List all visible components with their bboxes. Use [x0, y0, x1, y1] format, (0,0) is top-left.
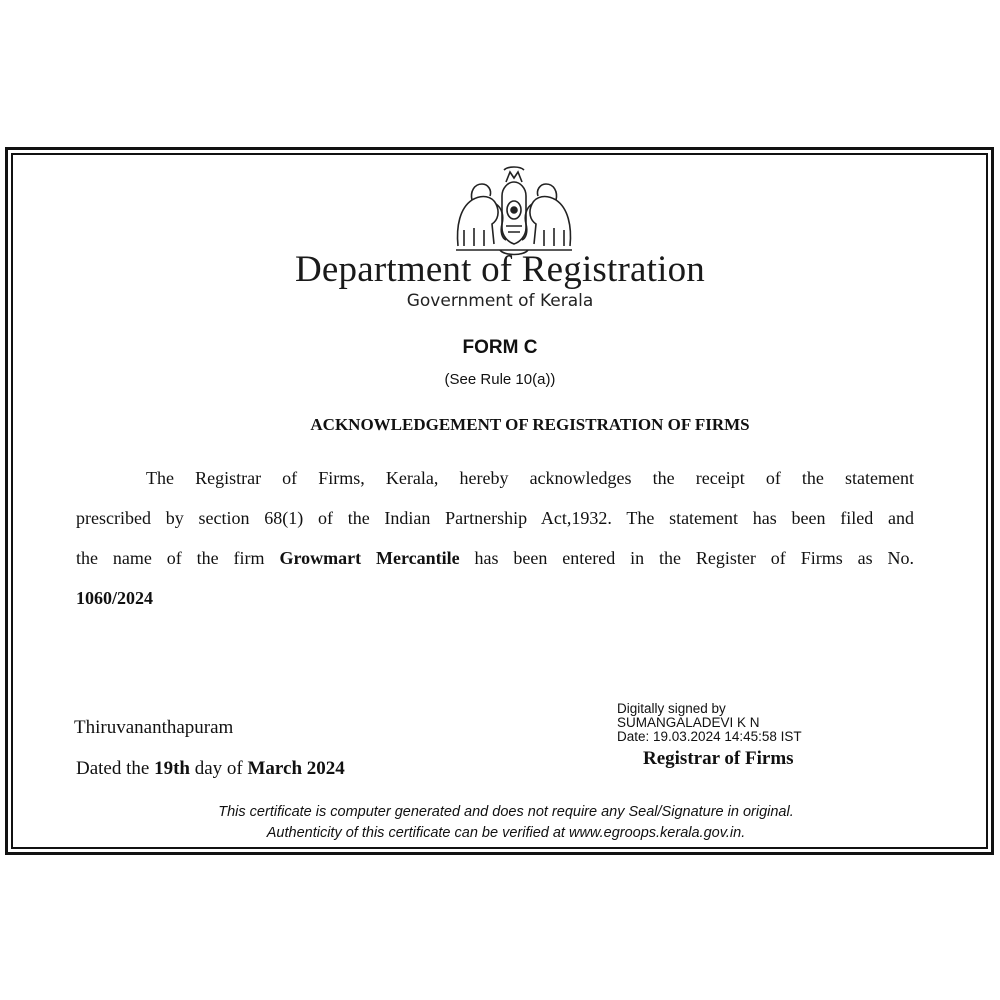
digital-signature — [617, 702, 802, 744]
government-subtitle: Government of Kerala — [406, 291, 594, 311]
firm-name: Growmart Mercantile — [279, 548, 460, 568]
kerala-emblem-icon — [452, 166, 576, 258]
body-line-2: prescribed by section 68(1) of the Indian Partnership Act,1932. The statement has been filed and — [76, 508, 914, 528]
body-line-1: The Registrar of Firms, Kerala, hereby acknowledges the receipt of the statement — [146, 468, 914, 488]
signature-label: Digitally signed by — [617, 701, 726, 716]
dated-prefix: Dated the — [76, 758, 150, 779]
department-title: Department of Registration — [294, 249, 706, 290]
registrar-title: Registrar of Firms — [643, 748, 794, 769]
certificate-heading: ACKNOWLEDGEMENT OF REGISTRATION OF FIRMS — [310, 415, 750, 434]
rule-reference: (See Rule 10(a)) — [444, 371, 556, 388]
form-title: FORM C — [462, 337, 538, 358]
certificate-body — [76, 458, 914, 618]
date-of-issue — [76, 758, 345, 780]
footer-line-2: Authenticity of this certificate can be verified at www.egroops.kerala.gov.in. — [266, 825, 746, 841]
signatory-name: SUMANGALADEVI K N — [617, 715, 760, 730]
dated-month-year: March 2024 — [247, 758, 345, 779]
dated-day: 19th — [154, 758, 190, 779]
footer-line-1: This certificate is computer generated and does not require any Seal/Signature in original. — [218, 804, 794, 820]
body-line-3-prefix: the name of the firm — [76, 548, 265, 568]
body-line-3-suffix: has been entered in the Register of Firms as No. — [474, 548, 914, 568]
place-of-issue: Thiruvananthapuram — [74, 717, 234, 738]
certificate-footer — [0, 802, 1000, 844]
body-line-3 — [76, 538, 914, 578]
dated-middle: day of — [194, 758, 243, 779]
registration-number: 1060/2024 — [76, 588, 154, 608]
signature-date: Date: 19.03.2024 14:45:58 IST — [617, 729, 802, 744]
